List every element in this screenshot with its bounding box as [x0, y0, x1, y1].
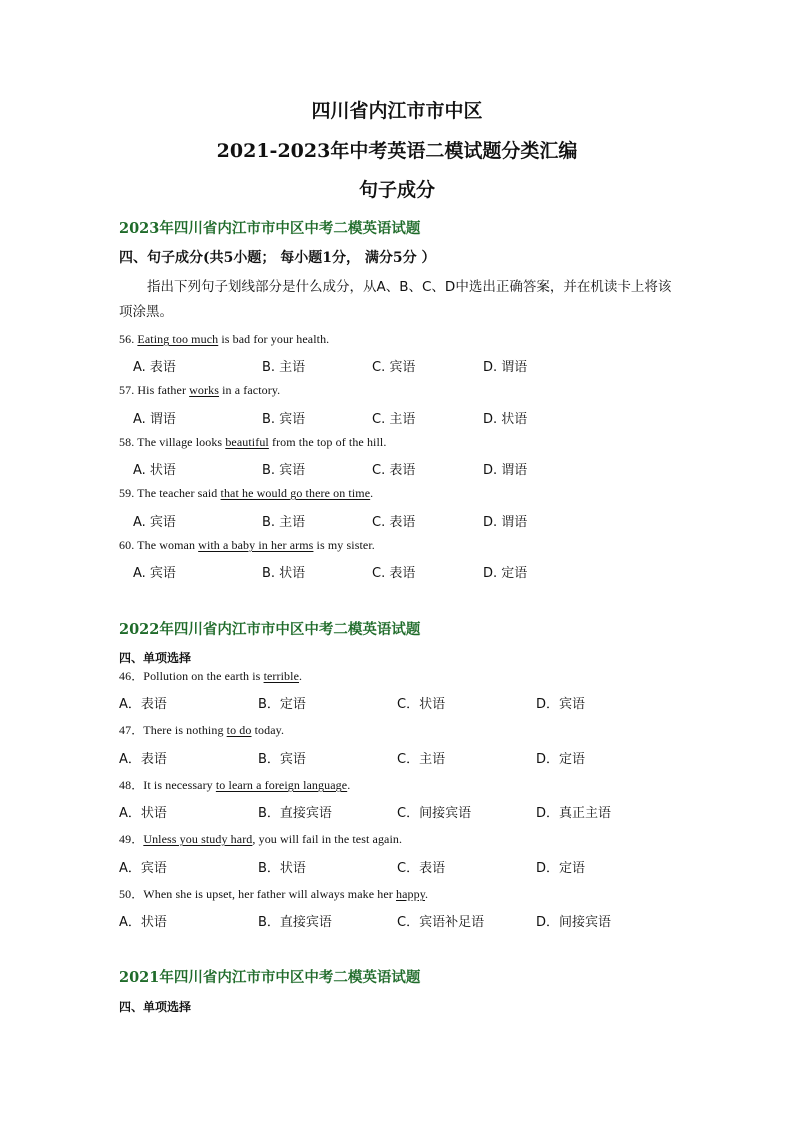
- option-b: B. 宾语: [262, 463, 306, 478]
- options-46: [0, 693, 794, 713]
- doc-title-collection: 2021-2023年中考英语二模试题分类汇编: [216, 140, 578, 162]
- underlined-part: beautiful: [225, 435, 269, 449]
- underlined-part: with a baby in her arms: [198, 538, 314, 552]
- option-b: B．直接宾语: [258, 806, 332, 821]
- option-b: B. 宾语: [262, 412, 306, 427]
- options-57: [0, 408, 794, 428]
- underlined-part: that he would go there on time: [220, 486, 371, 500]
- question-49: 49．Unless you study hard, you will fail in the test again.: [119, 832, 403, 846]
- option-a: A. 表语: [133, 360, 176, 375]
- question-50: 50．When she is upset, her father will always make her happy.: [119, 887, 429, 901]
- option-b: B．定语: [258, 697, 306, 712]
- option-d: D．定语: [536, 752, 586, 767]
- option-b: B．宾语: [258, 752, 306, 767]
- option-b: B．直接宾语: [258, 915, 332, 930]
- options-47: [0, 748, 794, 768]
- option-b: B. 主语: [262, 515, 306, 530]
- doc-title-topic: 句子成分: [358, 179, 435, 201]
- option-a: A. 状语: [133, 463, 176, 478]
- option-d: D. 谓语: [483, 463, 528, 478]
- option-c: C. 主语: [372, 412, 416, 427]
- part-heading: 四、句子成分(共5小题； 每小题1分， 满分5分 ）: [119, 250, 436, 266]
- underlined-part: happy: [395, 887, 426, 901]
- options-59: [0, 511, 794, 531]
- option-c: C. 表语: [372, 566, 416, 581]
- section-heading: 2021年四川省内江市市中区中考二模英语试题: [119, 969, 421, 986]
- option-c: C. 表语: [372, 463, 416, 478]
- option-c: C. 表语: [372, 515, 416, 530]
- option-c: C. 宾语: [372, 360, 416, 375]
- option-c: C．间接宾语: [397, 806, 472, 821]
- option-d: D．宾语: [536, 697, 586, 712]
- part-heading: 四、单项选择: [119, 651, 192, 665]
- underlined-part: terrible: [263, 669, 300, 683]
- option-b: B. 主语: [262, 360, 306, 375]
- question-56: 56. Eating too much is bad for your health.: [119, 332, 330, 346]
- question-57: 57. His father works in a factory.: [119, 383, 281, 397]
- options-58: [0, 459, 794, 479]
- underlined-part: Eating too much: [137, 332, 219, 346]
- option-a: A．表语: [119, 697, 167, 712]
- option-d: D. 谓语: [483, 360, 528, 375]
- options-50: [0, 911, 794, 931]
- underlined-part: to do: [226, 723, 252, 737]
- question-47: 47．There is nothing to do today.: [119, 723, 285, 737]
- option-c: C．宾语补足语: [397, 915, 485, 930]
- option-a: A. 宾语: [133, 566, 176, 581]
- option-a: A．状语: [119, 915, 167, 930]
- option-d: D. 谓语: [483, 515, 528, 530]
- option-b: B. 状语: [262, 566, 306, 581]
- option-d: D．定语: [536, 861, 586, 876]
- part-heading: 四、单项选择: [119, 1000, 192, 1014]
- doc-title-region: 四川省内江市市中区: [311, 100, 483, 122]
- question-59: 59. The teacher said that he would go there on time.: [119, 486, 374, 500]
- underlined-part: Unless you study hard: [143, 832, 253, 846]
- question-60: 60. The woman with a baby in her arms is my sister.: [119, 538, 375, 552]
- option-a: A. 宾语: [133, 515, 176, 530]
- section-heading: 2022年四川省内江市市中区中考二模英语试题: [119, 621, 421, 638]
- options-56: [0, 356, 794, 376]
- option-a: A．宾语: [119, 861, 167, 876]
- option-b: B．状语: [258, 861, 306, 876]
- question-58: 58. The village looks beautiful from the top of the hill.: [119, 435, 387, 449]
- option-c: C．表语: [397, 861, 446, 876]
- option-d: D. 定语: [483, 566, 528, 581]
- underlined-part: to learn a foreign language: [215, 778, 348, 792]
- option-a: A. 谓语: [133, 412, 176, 427]
- underlined-part: works: [189, 383, 219, 397]
- instruction-text: 指出下列句子划线部分是什么成分，从A、B、C、D中选出正确答案，并在机读卡上将该项涂黑。: [119, 279, 672, 320]
- question-48: 48．It is necessary to learn a foreign language.: [119, 778, 351, 792]
- option-a: A．状语: [119, 806, 167, 821]
- question-46: 46．Pollution on the earth is terrible.: [119, 669, 303, 683]
- option-d: D．间接宾语: [536, 915, 612, 930]
- options-48: [0, 802, 794, 822]
- option-a: A．表语: [119, 752, 167, 767]
- option-d: D. 状语: [483, 412, 528, 427]
- option-c: C．主语: [397, 752, 446, 767]
- option-d: D．真正主语: [536, 806, 612, 821]
- option-c: C．状语: [397, 697, 446, 712]
- options-60: [0, 562, 794, 582]
- options-49: [0, 857, 794, 877]
- section-heading: 2023年四川省内江市市中区中考二模英语试题: [119, 220, 421, 237]
